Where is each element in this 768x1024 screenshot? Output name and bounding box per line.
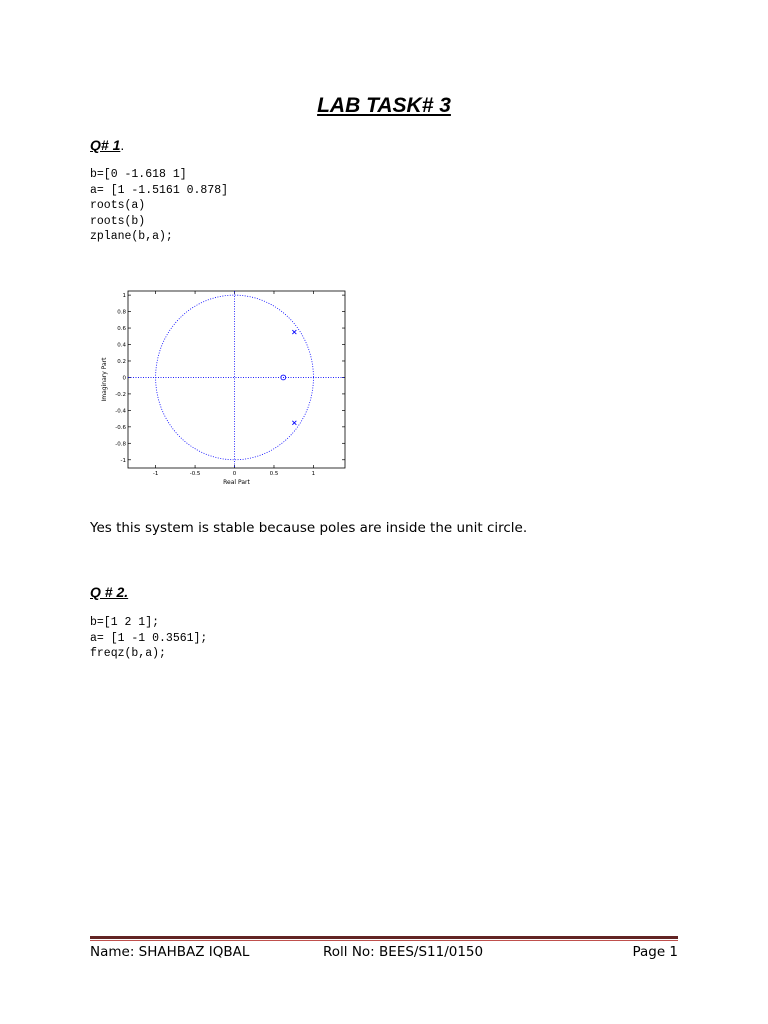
footer-rule-thin [90, 940, 678, 941]
y-tick-label: -0.6 [115, 424, 126, 431]
code-line: b=[0 -1.618 1] [90, 168, 187, 181]
x-tick-label: 1 [311, 471, 316, 477]
x-tick-label: -0.5 [189, 471, 201, 477]
y-tick-label: 0.6 [117, 326, 126, 333]
y-tick-label: 0.8 [117, 309, 126, 316]
code-line: freqz(b,a); [90, 647, 166, 660]
stability-conclusion: Yes this system is stable because poles are inside the unit circle. [90, 520, 528, 536]
y-tick-label: 0.2 [117, 358, 126, 365]
plot-reference-lines [128, 291, 345, 468]
question-1-heading [90, 137, 124, 153]
footer-page-number: Page 1 [632, 944, 678, 960]
pole-marker [292, 421, 296, 425]
pole-zero-plot [98, 284, 354, 488]
code-line: a= [1 -1.5161 0.878] [90, 183, 229, 197]
x-tick-label: 0.5 [269, 471, 279, 477]
page-footer [90, 944, 678, 962]
y-tick-label: -0.2 [115, 391, 126, 398]
plot-frame [128, 291, 345, 468]
pole-marker [292, 330, 296, 334]
question-2-code [90, 615, 207, 662]
footer-rule-thick [90, 936, 678, 939]
y-tick-label: -1 [120, 457, 126, 464]
question-1-suffix: . [120, 137, 125, 153]
x-tick-label: -1 [152, 471, 159, 477]
code-line: roots(a) [90, 199, 146, 212]
page-title: LAB TASK# 3 [317, 94, 451, 117]
question-1-code [90, 167, 228, 245]
plot-axes [128, 291, 345, 468]
code-line: b=[1 2 1]; [90, 616, 160, 629]
code-line: roots(b) [90, 214, 146, 228]
question-1-label: Q# 1 [90, 137, 121, 153]
question-2-label: Q # 2. [90, 584, 129, 600]
y-tick-label: 1 [122, 293, 126, 300]
y-tick-label: -0.8 [115, 441, 126, 448]
x-axis-label: Real Part [223, 479, 250, 486]
unit-circle [156, 295, 314, 460]
y-tick-label: -0.4 [115, 408, 126, 415]
code-line: zplane(b,a); [90, 230, 173, 243]
y-tick-label: 0.4 [117, 342, 126, 349]
x-tick-label: 0 [232, 471, 237, 477]
plot-labels [101, 293, 315, 486]
footer-name: Name: SHAHBAZ IQBAL [90, 944, 250, 960]
footer-roll-number: Roll No: BEES/S11/0150 [323, 944, 484, 960]
code-line: a= [1 -1 0.3561]; [90, 631, 208, 645]
y-tick-label: 0 [122, 375, 126, 382]
y-axis-label: Imaginary Part [101, 357, 108, 402]
question-2-heading [90, 584, 128, 600]
